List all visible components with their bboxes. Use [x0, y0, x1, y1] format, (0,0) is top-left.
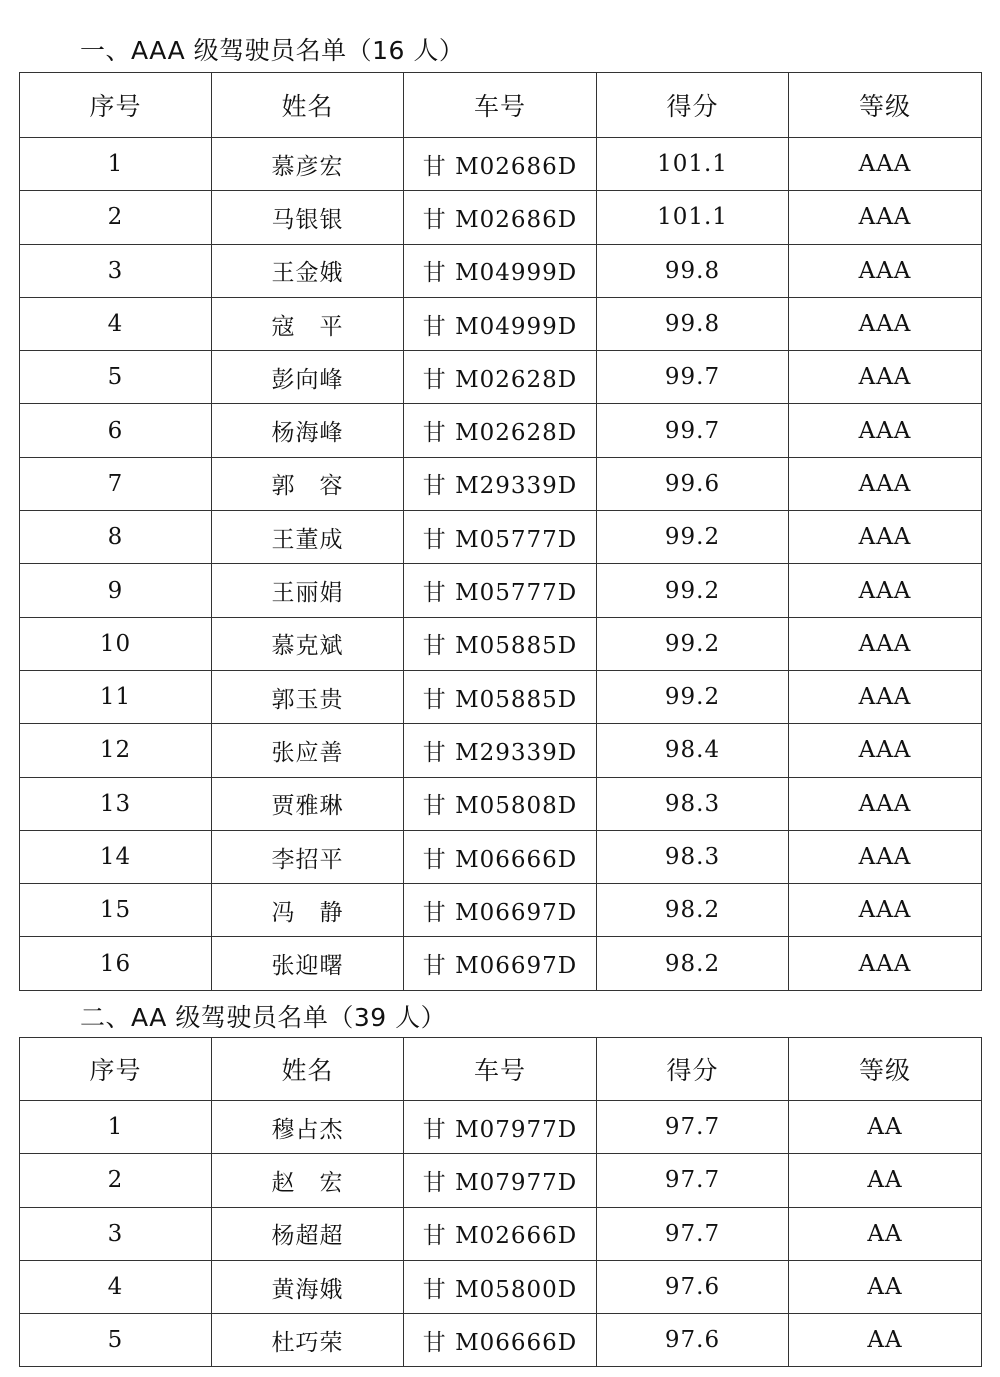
cell-score: 98.3	[597, 830, 789, 883]
cell-grade: AAA	[789, 830, 982, 883]
cell-name: 慕克斌	[212, 617, 404, 670]
cell-grade: AA	[789, 1154, 982, 1207]
table-row	[20, 670, 982, 723]
cell-score: 97.6	[597, 1260, 789, 1313]
cell-grade: AAA	[789, 457, 982, 510]
cell-grade: AAA	[789, 244, 982, 297]
cell-score: 99.8	[597, 297, 789, 350]
cell-grade: AA	[789, 1314, 982, 1367]
cell-name: 杜巧荣	[212, 1314, 404, 1367]
aa-driver-table	[19, 1037, 982, 1367]
cell-index: 8	[20, 511, 212, 564]
cell-name: 慕彦宏	[212, 138, 404, 191]
cell-index: 16	[20, 937, 212, 990]
table-row	[20, 511, 982, 564]
cell-index: 12	[20, 724, 212, 777]
header-score: 得分	[597, 73, 789, 138]
cell-index: 14	[20, 830, 212, 883]
cell-index: 5	[20, 351, 212, 404]
table-row	[20, 1154, 982, 1207]
cell-name: 王金娥	[212, 244, 404, 297]
cell-index: 3	[20, 244, 212, 297]
header-name: 姓名	[212, 1038, 404, 1101]
cell-index: 2	[20, 1154, 212, 1207]
table-row	[20, 244, 982, 297]
cell-score: 99.7	[597, 351, 789, 404]
cell-plate: 甘 M04999D	[404, 244, 597, 297]
cell-index: 2	[20, 191, 212, 244]
cell-plate: 甘 M29339D	[404, 457, 597, 510]
cell-name: 张迎曙	[212, 937, 404, 990]
cell-score: 99.7	[597, 404, 789, 457]
section-title-aa: 二、AA 级驾驶员名单（39 人）	[80, 1003, 447, 1032]
cell-index: 7	[20, 457, 212, 510]
table-header-row	[20, 1038, 982, 1101]
cell-score: 99.2	[597, 511, 789, 564]
cell-name: 杨超超	[212, 1207, 404, 1260]
cell-score: 101.1	[597, 138, 789, 191]
cell-grade: AAA	[789, 404, 982, 457]
cell-grade: AAA	[789, 777, 982, 830]
header-name: 姓名	[212, 73, 404, 138]
cell-index: 4	[20, 297, 212, 350]
cell-grade: AAA	[789, 937, 982, 990]
cell-grade: AA	[789, 1101, 982, 1154]
cell-name: 杨海峰	[212, 404, 404, 457]
cell-name: 赵 宏	[212, 1154, 404, 1207]
header-index: 序号	[20, 1038, 212, 1101]
cell-grade: AAA	[789, 724, 982, 777]
table-row	[20, 191, 982, 244]
cell-name: 郭玉贵	[212, 670, 404, 723]
cell-index: 1	[20, 138, 212, 191]
header-plate: 车号	[404, 1038, 597, 1101]
cell-score: 97.7	[597, 1101, 789, 1154]
table-row	[20, 724, 982, 777]
cell-index: 13	[20, 777, 212, 830]
cell-score: 98.3	[597, 777, 789, 830]
cell-score: 99.2	[597, 564, 789, 617]
table-row	[20, 351, 982, 404]
cell-grade: AAA	[789, 351, 982, 404]
header-grade: 等级	[789, 1038, 982, 1101]
cell-grade: AAA	[789, 564, 982, 617]
cell-name: 李招平	[212, 830, 404, 883]
header-score: 得分	[597, 1038, 789, 1101]
table-row	[20, 297, 982, 350]
cell-score: 99.6	[597, 457, 789, 510]
cell-plate: 甘 M04999D	[404, 297, 597, 350]
table-row	[20, 777, 982, 830]
cell-plate: 甘 M06666D	[404, 1314, 597, 1367]
cell-name: 黄海娥	[212, 1260, 404, 1313]
table-row	[20, 1260, 982, 1313]
cell-name: 王董成	[212, 511, 404, 564]
cell-plate: 甘 M07977D	[404, 1101, 597, 1154]
cell-score: 101.1	[597, 191, 789, 244]
header-plate: 车号	[404, 73, 597, 138]
cell-name: 郭 容	[212, 457, 404, 510]
cell-plate: 甘 M06697D	[404, 937, 597, 990]
table-row	[20, 1207, 982, 1260]
cell-plate: 甘 M05808D	[404, 777, 597, 830]
table-row	[20, 884, 982, 937]
cell-grade: AAA	[789, 297, 982, 350]
cell-name: 张应善	[212, 724, 404, 777]
cell-plate: 甘 M06666D	[404, 830, 597, 883]
table-row	[20, 617, 982, 670]
cell-name: 寇 平	[212, 297, 404, 350]
cell-score: 97.7	[597, 1154, 789, 1207]
cell-grade: AAA	[789, 884, 982, 937]
table-row	[20, 1314, 982, 1367]
cell-grade: AAA	[789, 511, 982, 564]
cell-index: 4	[20, 1260, 212, 1313]
header-grade: 等级	[789, 73, 982, 138]
table-row	[20, 457, 982, 510]
table-row	[20, 830, 982, 883]
cell-name: 王丽娟	[212, 564, 404, 617]
cell-plate: 甘 M06697D	[404, 884, 597, 937]
table-row	[20, 404, 982, 457]
cell-plate: 甘 M02686D	[404, 191, 597, 244]
cell-index: 5	[20, 1314, 212, 1367]
cell-name: 彭向峰	[212, 351, 404, 404]
cell-index: 11	[20, 670, 212, 723]
cell-plate: 甘 M05885D	[404, 617, 597, 670]
cell-grade: AAA	[789, 191, 982, 244]
cell-plate: 甘 M02628D	[404, 351, 597, 404]
table-header-row	[20, 73, 982, 138]
cell-plate: 甘 M05885D	[404, 670, 597, 723]
cell-plate: 甘 M02628D	[404, 404, 597, 457]
cell-index: 15	[20, 884, 212, 937]
cell-plate: 甘 M05777D	[404, 511, 597, 564]
cell-plate: 甘 M02666D	[404, 1207, 597, 1260]
cell-plate: 甘 M29339D	[404, 724, 597, 777]
cell-index: 10	[20, 617, 212, 670]
cell-name: 穆占杰	[212, 1101, 404, 1154]
table-row	[20, 1101, 982, 1154]
cell-index: 9	[20, 564, 212, 617]
cell-grade: AAA	[789, 138, 982, 191]
table-row	[20, 138, 982, 191]
cell-grade: AA	[789, 1207, 982, 1260]
aaa-driver-table	[19, 72, 982, 991]
cell-score: 99.8	[597, 244, 789, 297]
cell-score: 99.2	[597, 617, 789, 670]
cell-plate: 甘 M05800D	[404, 1260, 597, 1313]
cell-name: 冯 静	[212, 884, 404, 937]
cell-plate: 甘 M07977D	[404, 1154, 597, 1207]
cell-index: 6	[20, 404, 212, 457]
cell-score: 98.4	[597, 724, 789, 777]
cell-index: 3	[20, 1207, 212, 1260]
cell-plate: 甘 M05777D	[404, 564, 597, 617]
cell-grade: AAA	[789, 617, 982, 670]
cell-index: 1	[20, 1101, 212, 1154]
cell-score: 99.2	[597, 670, 789, 723]
cell-score: 97.7	[597, 1207, 789, 1260]
section-title-aaa: 一、AAA 级驾驶员名单（16 人）	[80, 36, 465, 65]
cell-name: 马银银	[212, 191, 404, 244]
cell-score: 98.2	[597, 937, 789, 990]
cell-plate: 甘 M02686D	[404, 138, 597, 191]
cell-grade: AA	[789, 1260, 982, 1313]
header-index: 序号	[20, 73, 212, 138]
table-row	[20, 937, 982, 990]
table-row	[20, 564, 982, 617]
cell-grade: AAA	[789, 670, 982, 723]
cell-name: 贾雅琳	[212, 777, 404, 830]
cell-score: 98.2	[597, 884, 789, 937]
cell-score: 97.6	[597, 1314, 789, 1367]
